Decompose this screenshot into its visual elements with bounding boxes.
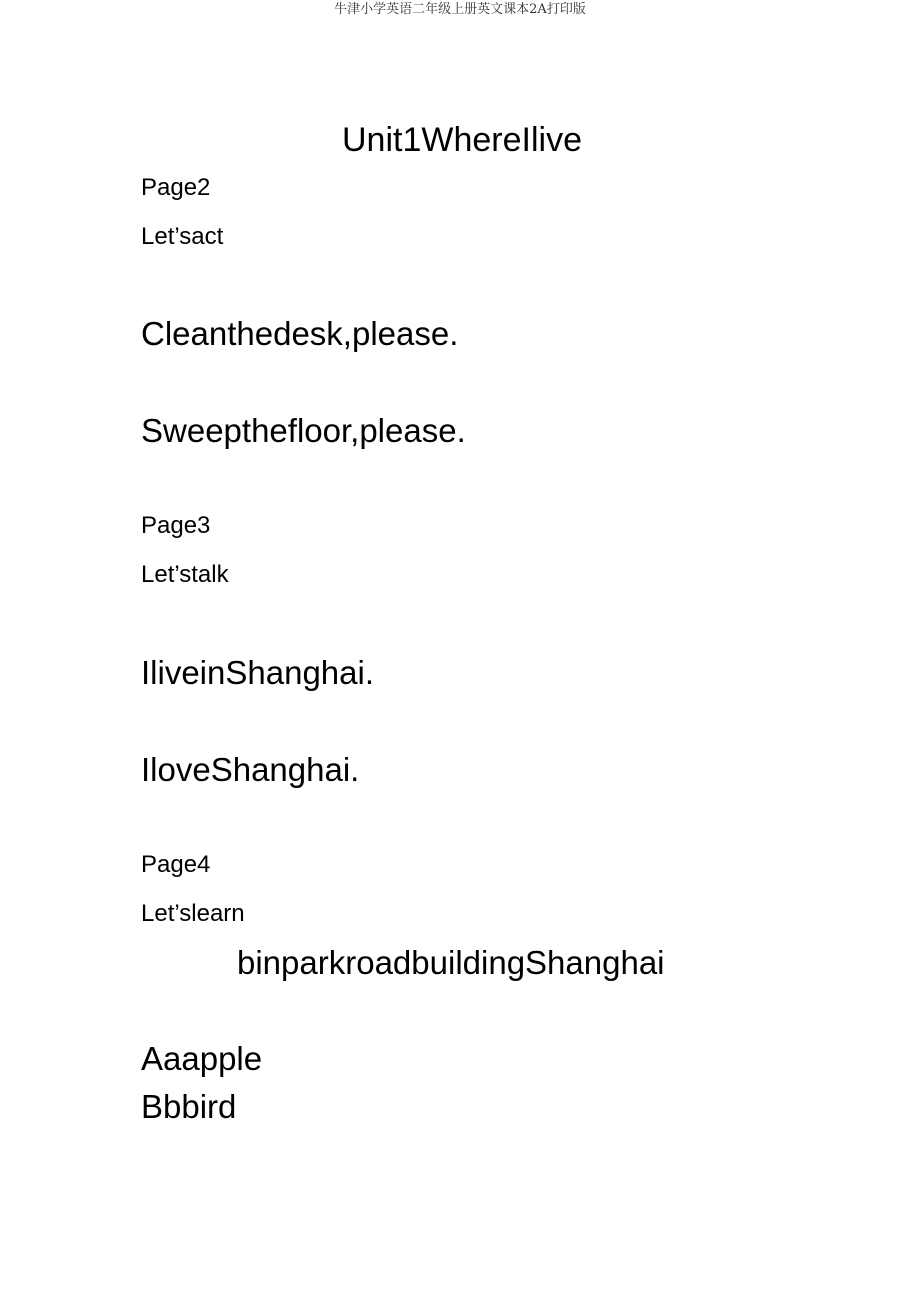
section-heading-lets-talk: Let’stalk [141, 561, 229, 588]
sentence-clean-desk: Cleanthedesk,please. [141, 315, 459, 352]
sentence-live-in-shanghai: IliveinShanghai. [141, 654, 374, 691]
letter-line-bb: Bbbird [141, 1088, 237, 1125]
page-label-page2: Page2 [141, 174, 211, 201]
page-label-page3: Page3 [141, 512, 211, 539]
vocabulary-words: binparkroadbuildingShanghai [237, 944, 665, 981]
page-label-page4: Page4 [141, 851, 211, 878]
sentence-love-shanghai: IloveShanghai. [141, 751, 360, 788]
letter-line-aa: Aaapple [141, 1040, 263, 1077]
unit-title: Unit1WhereIlive [342, 121, 582, 159]
document-header: 牛津小学英语二年级上册英文课本2A打印版 [334, 2, 586, 17]
sentence-sweep-floor: Sweepthefloor,please. [141, 412, 466, 449]
section-heading-lets-act: Let’sact [141, 223, 224, 250]
section-heading-lets-learn: Let’slearn [141, 900, 245, 927]
